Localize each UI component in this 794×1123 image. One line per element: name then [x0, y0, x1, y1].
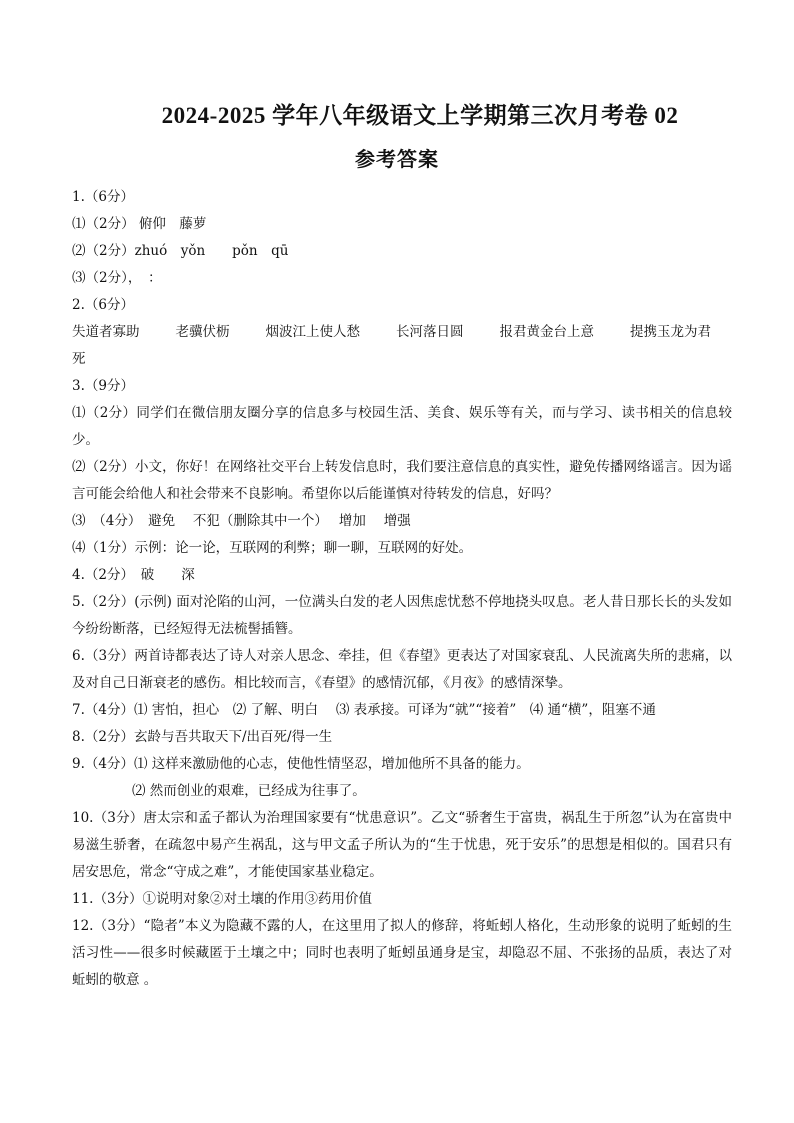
q2-item: 烟波江上使人愁	[265, 324, 360, 340]
q10-answer: 10.（3分）唐太宗和孟子都认为治理国家要有“忧患意识”。乙文“骄奢生于富贵，祸乱生于所忽”认为在富贵中易滋生骄奢，在疏忽中易产生祸乱，这与甲文孟子所认为的“生于忧患，死于安乐”的思想是相似的。国君只有居安思危，常念“守成之难”，才能使国家基业稳定。	[72, 810, 732, 880]
q1-part1: ⑴（2分） 俯仰 藤萝	[72, 216, 207, 232]
q5-answer: 5.（2分）(示例) 面对沦陷的山河，一位满头白发的老人因焦虑忧愁不停地挠头叹息。老人昔日那长长的头发如今纷纷断落，已经短得无法梳髻插簪。	[72, 594, 732, 637]
q3-part1: ⑴（2分）同学们在微信朋友圈分享的信息多与校园生活、美食、娱乐等有关，而与学习、读书相关的信息较少。	[72, 405, 732, 448]
page-title: 2024-2025 学年八年级语文上学期第三次月考卷 02	[161, 103, 679, 128]
q8-answer: 8.（2分）玄龄与吾共取天下/出百死/得一生	[72, 729, 333, 745]
q4-answer: 4.（2分） 破 深	[72, 567, 195, 583]
q3-part3: ⑶ （4分） 避免 不犯（删除其中一个） 增加 增强	[72, 513, 411, 529]
q3-heading: 3.（9分）	[72, 378, 134, 394]
q6-answer: 6.（3分）两首诗都表达了诗人对亲人思念、牵挂，但《春望》更表达了对国家衰乱、人民流离失所的悲痛，以及对自己日渐衰老的感伤。相比较而言，《春望》的感情沉郁，《月夜》的感情深挚。	[72, 648, 732, 691]
q7-answer: 7.（4分）⑴ 害怕，担心 ⑵ 了解、明白 ⑶ 表承接。可译为“就”“接着” ⑷ 通“横”，阻塞不通	[72, 702, 656, 718]
q1-part2: ⑵（2分）zhuó yǒn pǒn qū	[72, 243, 289, 259]
q9-part2: ⑵ 然而创业的艰难，已经成为往事了。	[132, 783, 366, 799]
q2-item: 失道者寡助	[72, 324, 140, 340]
q2-item: 老骥伏枥	[175, 324, 230, 340]
q1-heading: 1.（6分）	[72, 189, 134, 205]
q2-item: 报君黄金台上意	[499, 324, 594, 340]
q1-part3: ⑶（2分）， ：	[72, 270, 162, 286]
q2-heading: 2.（6分）	[72, 297, 134, 313]
q3-part2: ⑵（2分）小文，你好！在网络社交平台上转发信息时，我们要注意信息的真实性，避免传播网络谣言。因为谣言可能会给他人和社会带来不良影响。希望你以后能谨慎对待转发的信息，好吗？	[72, 459, 732, 502]
q11-answer: 11.（3分）①说明对象②对土壤的作用③药用价值	[72, 891, 373, 907]
q2-item: 提携玉龙为君	[630, 324, 711, 340]
page-subtitle: 参考答案	[355, 147, 439, 171]
q9-part1: 9.（4分）⑴ 这样来激励他的心志，使他性情坚忍，增加他所不具备的能力。	[72, 756, 530, 772]
q12-answer: 12.（3分）“隐者”本义为隐藏不露的人，在这里用了拟人的修辞，将蚯蚓人格化，生动形象的说明了蚯蚓的生活习性——很多时候藏匿于土壤之中；同时也表明了蚯蚓虽通身是宝，却隐忍不屈、不张扬的品质，表达了对蚯蚓的敬意 。	[72, 918, 732, 988]
q2-overflow: 死	[72, 351, 86, 367]
q3-part4: ⑷（1分）示例：论一论，互联网的利弊；聊一聊，互联网的好处。	[72, 540, 473, 556]
answer-body	[72, 184, 732, 994]
q2-item: 长河落日圆	[396, 324, 464, 340]
q2-answers	[72, 319, 732, 346]
